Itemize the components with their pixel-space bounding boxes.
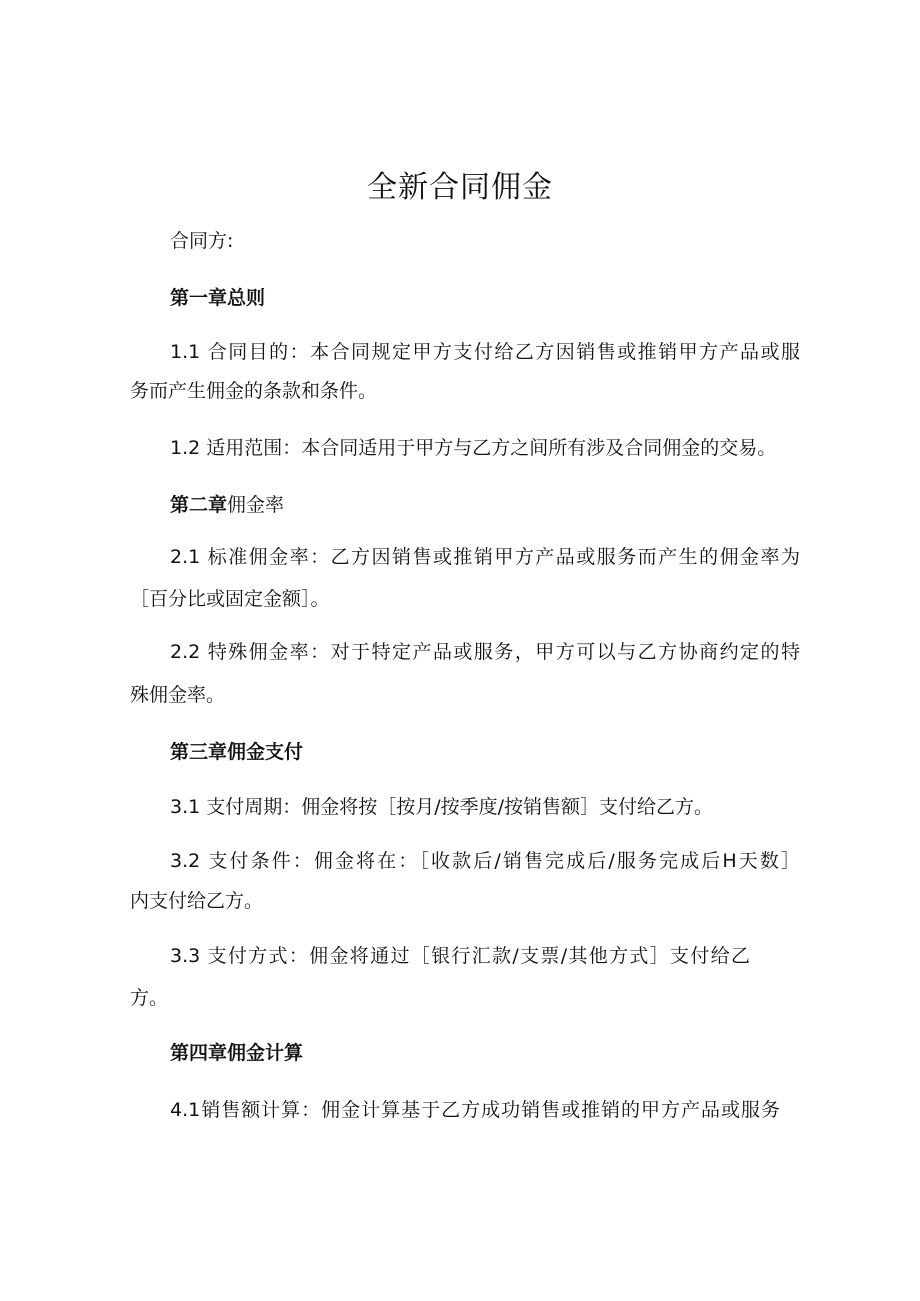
chapter-4-heading: 第四章佣金计算	[170, 1042, 304, 1064]
chapter-3-heading: 第三章佣金支付	[170, 741, 304, 763]
chapter-2-heading-bold: 第二章	[170, 494, 228, 516]
clause-1-2-line-1: 1.2 适用范围：本合同适用于甲方与乙方之间所有涉及合同佣金的交易。	[170, 437, 777, 459]
clause-3-2-line-1: 3.2 支付条件：佣金将在：［收款后/销售完成后/服务完成后H天数］	[170, 850, 800, 872]
clause-3-3-line-1: 3.3 支付方式：佣金将通过［银行汇款/支票/其他方式］支付给乙	[170, 945, 750, 967]
clause-1-1-line-2: 务而产生佣金的条款和条件。	[130, 380, 378, 402]
parties-label: 合同方:	[170, 230, 234, 252]
clause-3-3-line-2: 方。	[130, 987, 169, 1009]
clause-3-2-line-2: 内支付给乙方。	[130, 890, 264, 912]
clause-4-1-line-1: 4.1销售额计算：佣金计算基于乙方成功销售或推销的甲方产品或服务	[170, 1099, 780, 1121]
chapter-2-heading-rest: 佣金率	[227, 494, 285, 516]
chapter-1-heading: 第一章总则	[170, 287, 266, 309]
clause-1-1-line-1: 1.1 合同目的：本合同规定甲方支付给乙方因销售或推销甲方产品或服	[170, 341, 800, 363]
clause-2-2-line-1: 2.2 特殊佣金率：对于特定产品或服务，甲方可以与乙方协商约定的特	[170, 641, 800, 663]
clause-2-1-line-1: 2.1 标准佣金率：乙方因销售或推销甲方产品或服务而产生的佣金率为	[170, 546, 800, 568]
clause-2-1-line-2: ［百分比或固定金额］。	[130, 588, 330, 610]
clause-2-2-line-2: 殊佣金率。	[130, 684, 226, 706]
document-title: 全新合同佣金	[367, 170, 553, 205]
clause-3-1-line-1: 3.1 支付周期：佣金将按［按月/按季度/按销售额］支付给乙方。	[170, 796, 714, 818]
chapter-2-heading	[170, 480, 800, 530]
